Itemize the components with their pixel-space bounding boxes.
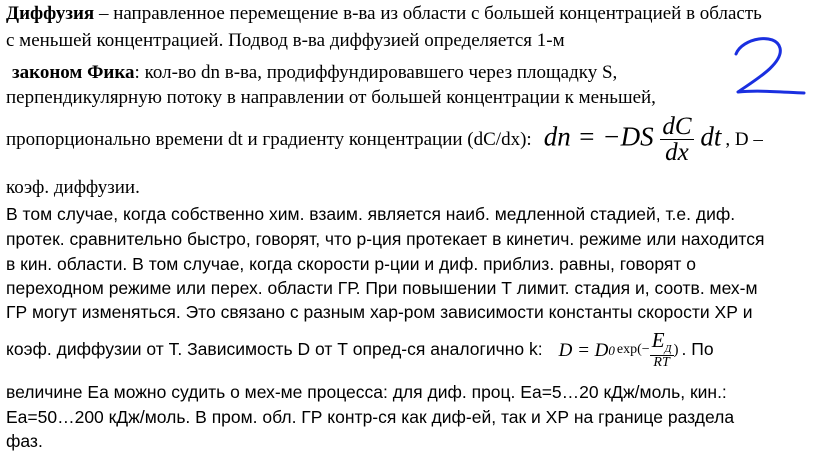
text-line: В том случае, когда собственно хим. взаим. является наиб. медленной стадией, т.е. диф. — [6, 204, 736, 224]
formula-lhs: D = D — [558, 339, 609, 361]
definition-text: – направленное перемещение в-ва из области с большей концентрацией в область — [94, 3, 762, 24]
fraction-denominator: RT — [653, 355, 670, 371]
fraction-denominator: dx — [665, 138, 689, 166]
text-line: Еа=50…200 кДж/моль. В пром. обл. ГР контр-ся как диф-ей, так и ХР на границе раздела — [6, 407, 735, 427]
term-diffusion: Диффузия — [6, 3, 95, 24]
text-line: перпендикулярную потоку в направлении от большей концентрации к меньшей, — [6, 87, 656, 108]
fick-formula — [544, 114, 722, 165]
text-line: фаз. — [6, 431, 43, 451]
formula-subscript: 0 — [608, 342, 615, 358]
handwritten-two-icon — [728, 30, 808, 100]
energy-symbol: E — [651, 327, 665, 352]
text-line — [6, 4, 762, 23]
formula-line — [6, 325, 714, 375]
formula-lhs: dn = −DS — [543, 121, 654, 152]
text-segment: коэф. диффузии от Т. Зависимость D от Т опред-ся аналогично k: — [6, 339, 543, 360]
text-line: ГР могут изменяться. Это связано с разным хар-ром зависимости константы скорости ХР и — [6, 302, 753, 322]
text-line: с меньшей концентрацией. Подвод в-ва диффузией определяется 1-м — [6, 30, 565, 51]
fraction-numerator: dC — [662, 112, 692, 140]
term-fick-law: законом Фика — [12, 62, 135, 83]
handwritten-annotation — [728, 30, 808, 105]
text-segment: . По — [681, 339, 714, 360]
formula-exp: exp(− — [616, 342, 650, 357]
text-segment: , D – — [725, 128, 763, 150]
formula-fraction — [660, 114, 693, 165]
fraction-numerator — [650, 327, 674, 356]
arrhenius-formula — [558, 327, 679, 371]
text-line: коэф. диффузии. — [6, 177, 140, 198]
formula-close: ) — [673, 341, 679, 358]
energy-subscript: Д — [664, 343, 672, 356]
formula-fraction — [650, 327, 674, 371]
definition-text: : кол-во dn в-ва, продиффундировавшего через площадку S, — [134, 62, 618, 83]
text-line — [12, 63, 617, 82]
text-line: в кин. области. В том случае, когда скорости р-ции и диф. приблиз. равны, говорят о — [6, 254, 696, 274]
text-line: величине Еа можно судить о мех-ме процесса: для диф. проц. Еа=5…20 кДж/моль, кин.: — [6, 382, 727, 402]
formula-tail: dt — [700, 121, 722, 152]
text-line: переходном режиме или перех. области ГР. При повышении Т лимит. стадия и, соотв. мех-м — [6, 278, 758, 298]
text-segment: пропорционально времени dt и градиенту концентрации (dC/dx): — [6, 128, 532, 150]
text-line: протек. сравнительно быстро, говорят, что р-ция протекает в кинетич. режиме или находится — [6, 229, 765, 249]
formula-line — [6, 108, 763, 170]
